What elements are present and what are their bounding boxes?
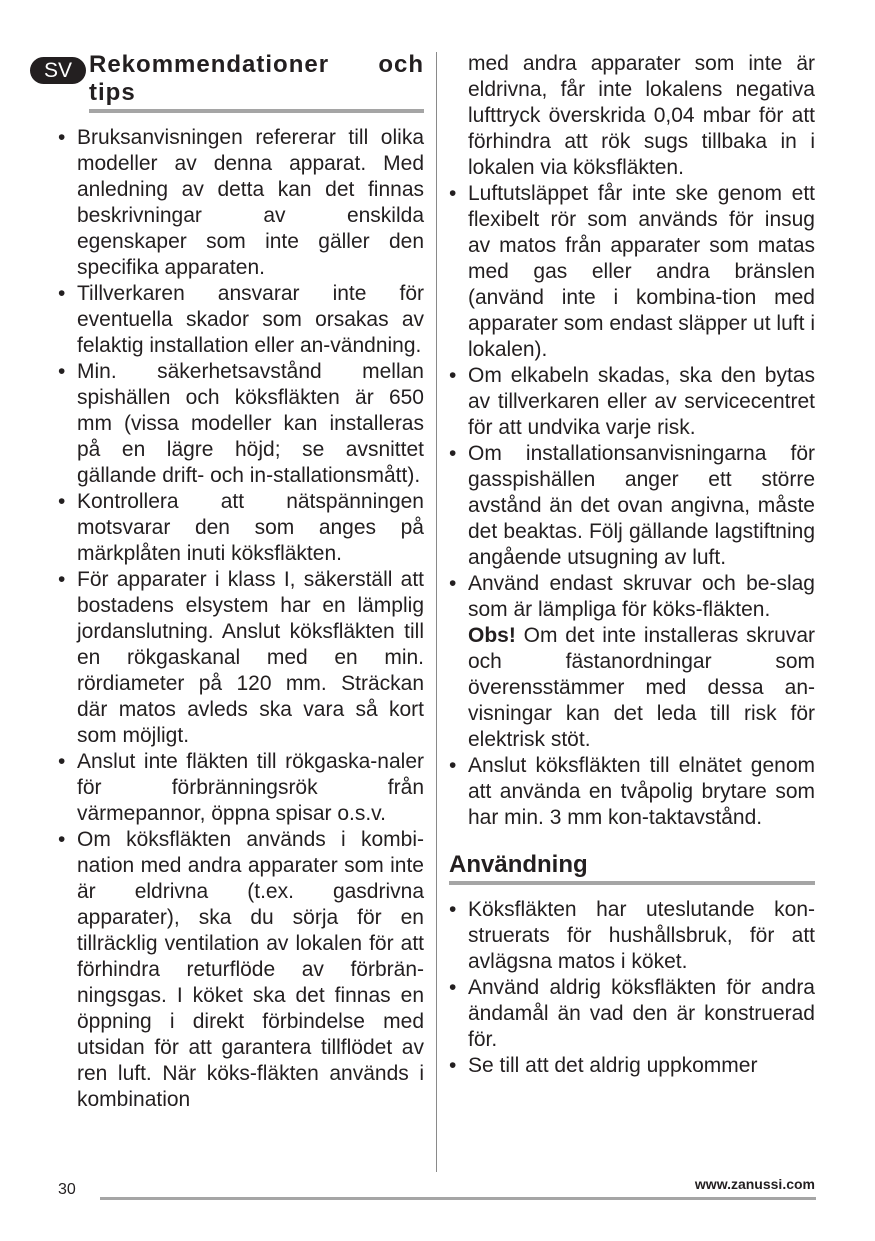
list-item: • Se till att det aldrig uppkommer <box>449 1053 815 1079</box>
list-item: • Använd aldrig köksfläkten för andra ändamål än vad den är konstruerad för. <box>449 975 815 1053</box>
warning-note <box>449 623 815 753</box>
left-column <box>58 51 424 1113</box>
list-item: • Använd endast skruvar och be-slag som är lämpliga för köks-fläkten. <box>449 571 815 623</box>
language-badge: SV <box>30 57 86 84</box>
list-item: • Tillverkaren ansvarar inte för eventuella skador som orsakas av felaktig installation eller an-vändning. <box>58 281 424 359</box>
list-item: • Anslut inte fläkten till rökgaska-naler för förbränningsrök från värmepannor, öppna spisar o.s.v. <box>58 749 424 827</box>
section-heading-usage: Användning <box>449 851 815 885</box>
list-item: • Min. säkerhetsavstånd mellan spishällen och köksfläkten är 650 mm (vissa modeller kan installeras på en lägre höjd; se avsnittet gällande drift- och in-stallationsmått). <box>58 359 424 489</box>
page-number: 30 <box>58 1181 76 1198</box>
note-label: Obs! <box>468 624 516 647</box>
list-item: • Luftutsläppet får inte ske genom ett flexibelt rör som används för insug av matos från apparater som matas med gas eller andra bränslen (använd inte i kombina-tion med apparater som endast släpper ut luft i lokalen). <box>449 181 815 363</box>
column-divider <box>436 52 437 1172</box>
list-item: • Bruksanvisningen refererar till olika modeller av denna apparat. Med anledning av detta kan det finnas beskrivningar av enskilda egenskaper som inte gäller den specifika apparaten. <box>58 125 424 281</box>
list-item: • Anslut köksfläkten till elnätet genom att använda en tvåpolig brytare som har min. 3 mm kon-taktavstånd. <box>449 753 815 831</box>
list-item: • Om köksfläkten används i kombi-nation med andra apparater som inte är eldrivna (t.ex. gasdrivna apparater), ska du sörja för en tillräcklig ventilation av lokalen för att förhindra returflöde av förbrän-ningsgas. I köket ska det finnas en öppning i direkt förbindelse med utsidan för att garantera tillflödet av ren luft. När köks-fläkten används i kombination <box>58 827 424 1113</box>
website-url: www.zanussi.com <box>694 1176 815 1192</box>
list-item: • Om installationsanvisningarna för gasspishällen anger ett större avstånd än det ovan angivna, måste det beaktas. Följ gällande lagstiftning angående utsugning av luft. <box>449 441 815 571</box>
recommendations-list-end <box>449 753 815 831</box>
right-column <box>449 51 815 1079</box>
footer-rule <box>100 1197 816 1200</box>
recommendations-list <box>58 125 424 1113</box>
list-item: • Köksfläkten har uteslutande kon-struerats för hushållsbruk, för att avlägsna matos i köket. <box>449 897 815 975</box>
continued-text: med andra apparater som inte är eldrivna, får inte lokalens negativa lufttryck överskrida 0,04 mbar för att förhindra att rök sugs tillbaka in i lokalen via köksfläkten. <box>468 52 815 179</box>
section-heading-recommendations: Rekommendationer och tips <box>89 51 424 113</box>
list-item: • Om elkabeln skadas, ska den bytas av tillverkaren eller av servicecentret för att undvika varje risk. <box>449 363 815 441</box>
list-item: • För apparater i klass I, säkerställ att bostadens elsystem har en lämplig jordanslutning. Anslut köksfläkten till en rökgaskanal med en min. rördiameter på 120 mm. Sträckan där matos avleds ska vara så kort som möjligt. <box>58 567 424 749</box>
usage-list <box>449 897 815 1079</box>
note-text: Om det inte installeras skruvar och fästanordningar som överensstämmer med dessa an-visningar kan det leda till risk för elektrisk stöt. <box>468 624 815 751</box>
continued-paragraph <box>449 51 815 181</box>
list-item: • Kontrollera att nätspänningen motsvarar den som anges på märkplåten inuti köksfläkten. <box>58 489 424 567</box>
recommendations-list-continued <box>449 181 815 623</box>
